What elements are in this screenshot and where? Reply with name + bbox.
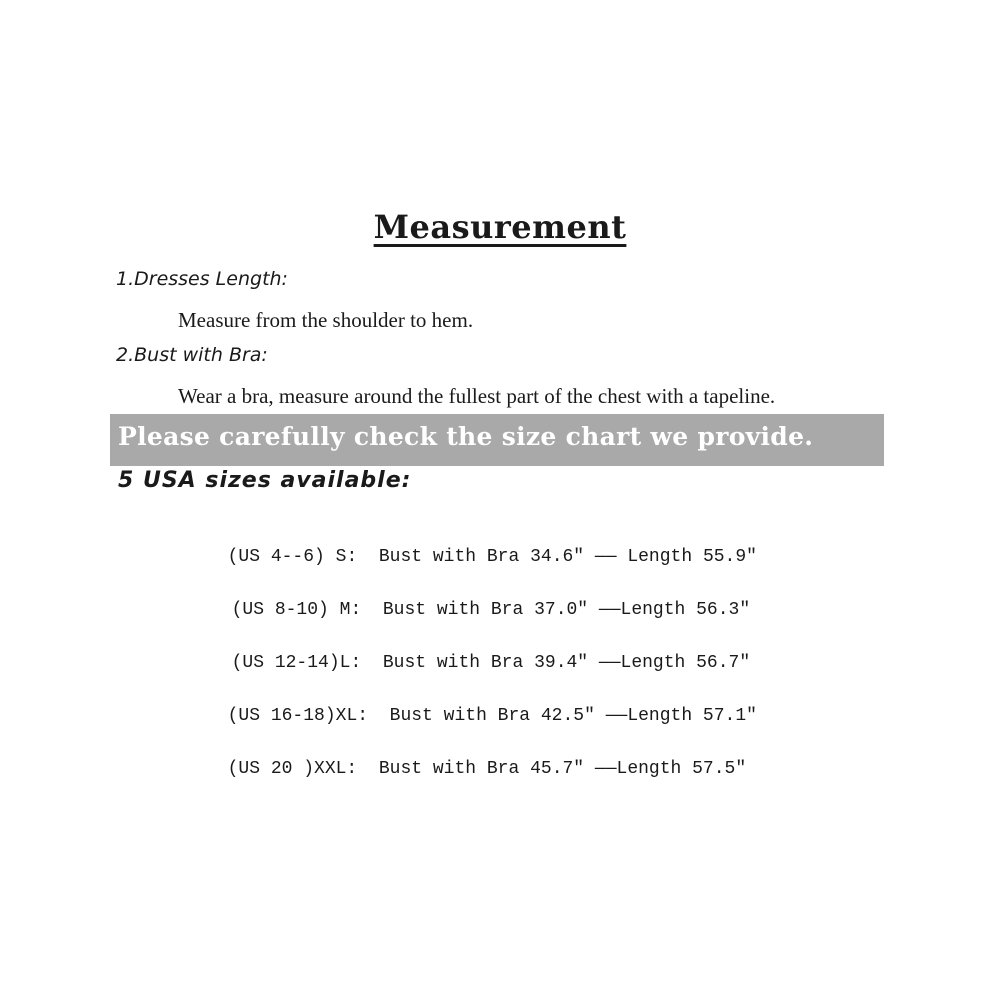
size-bust: Bust with Bra 37.0″ (382, 600, 589, 620)
size-label: XXL: (314, 759, 358, 779)
step-description-dresses-length: Measure from the shoulder to hem. (178, 308, 474, 332)
size-length: Length 56.3″ (620, 600, 751, 620)
size-bust: Bust with Bra 39.4″ (382, 653, 589, 673)
size-row-m (210, 580, 750, 620)
size-bust: Bust with Bra 45.7″ (378, 759, 585, 779)
size-row-l (210, 633, 750, 673)
size-us-range: (US 20 ) (227, 759, 315, 779)
size-label: XL: (335, 706, 369, 726)
size-separator: —— (594, 759, 617, 779)
size-us-range: (US 12-14) (231, 653, 340, 673)
size-row-xxl (206, 739, 746, 779)
size-separator: —— (598, 653, 621, 673)
size-label: S: (335, 547, 358, 567)
step-heading-bust-with-bra: 2.Bust with Bra: (116, 344, 268, 366)
size-separator: —— (605, 706, 628, 726)
size-row-s (206, 527, 757, 567)
size-bust: Bust with Bra 34.6″ (378, 547, 585, 567)
notice-banner (110, 414, 884, 466)
notice-banner-text: Please carefully check the size chart we provide. (118, 422, 814, 451)
step-description-bust-with-bra: Wear a bra, measure around the fullest part of the chest with a tapeline. (178, 384, 776, 408)
size-separator: —— (594, 547, 617, 567)
sizes-heading: 5 USA sizes available: (118, 468, 412, 493)
size-us-range: (US 16-18) (227, 706, 336, 726)
page-title: Measurement (373, 208, 627, 246)
size-length: Length 57.1″ (627, 706, 757, 726)
size-us-range: (US 4--6) (227, 547, 325, 567)
size-length: Length 57.5″ (616, 759, 747, 779)
size-separator: —— (598, 600, 621, 620)
step-heading-dresses-length: 1.Dresses Length: (116, 268, 288, 290)
size-row-xl (206, 686, 757, 726)
size-length: Length 55.9″ (627, 547, 757, 567)
size-label: L: (339, 653, 362, 673)
size-us-range: (US 8-10) (231, 600, 329, 620)
size-bust: Bust with Bra 42.5″ (389, 706, 595, 726)
size-label: M: (339, 600, 362, 620)
size-length: Length 56.7″ (620, 653, 751, 673)
